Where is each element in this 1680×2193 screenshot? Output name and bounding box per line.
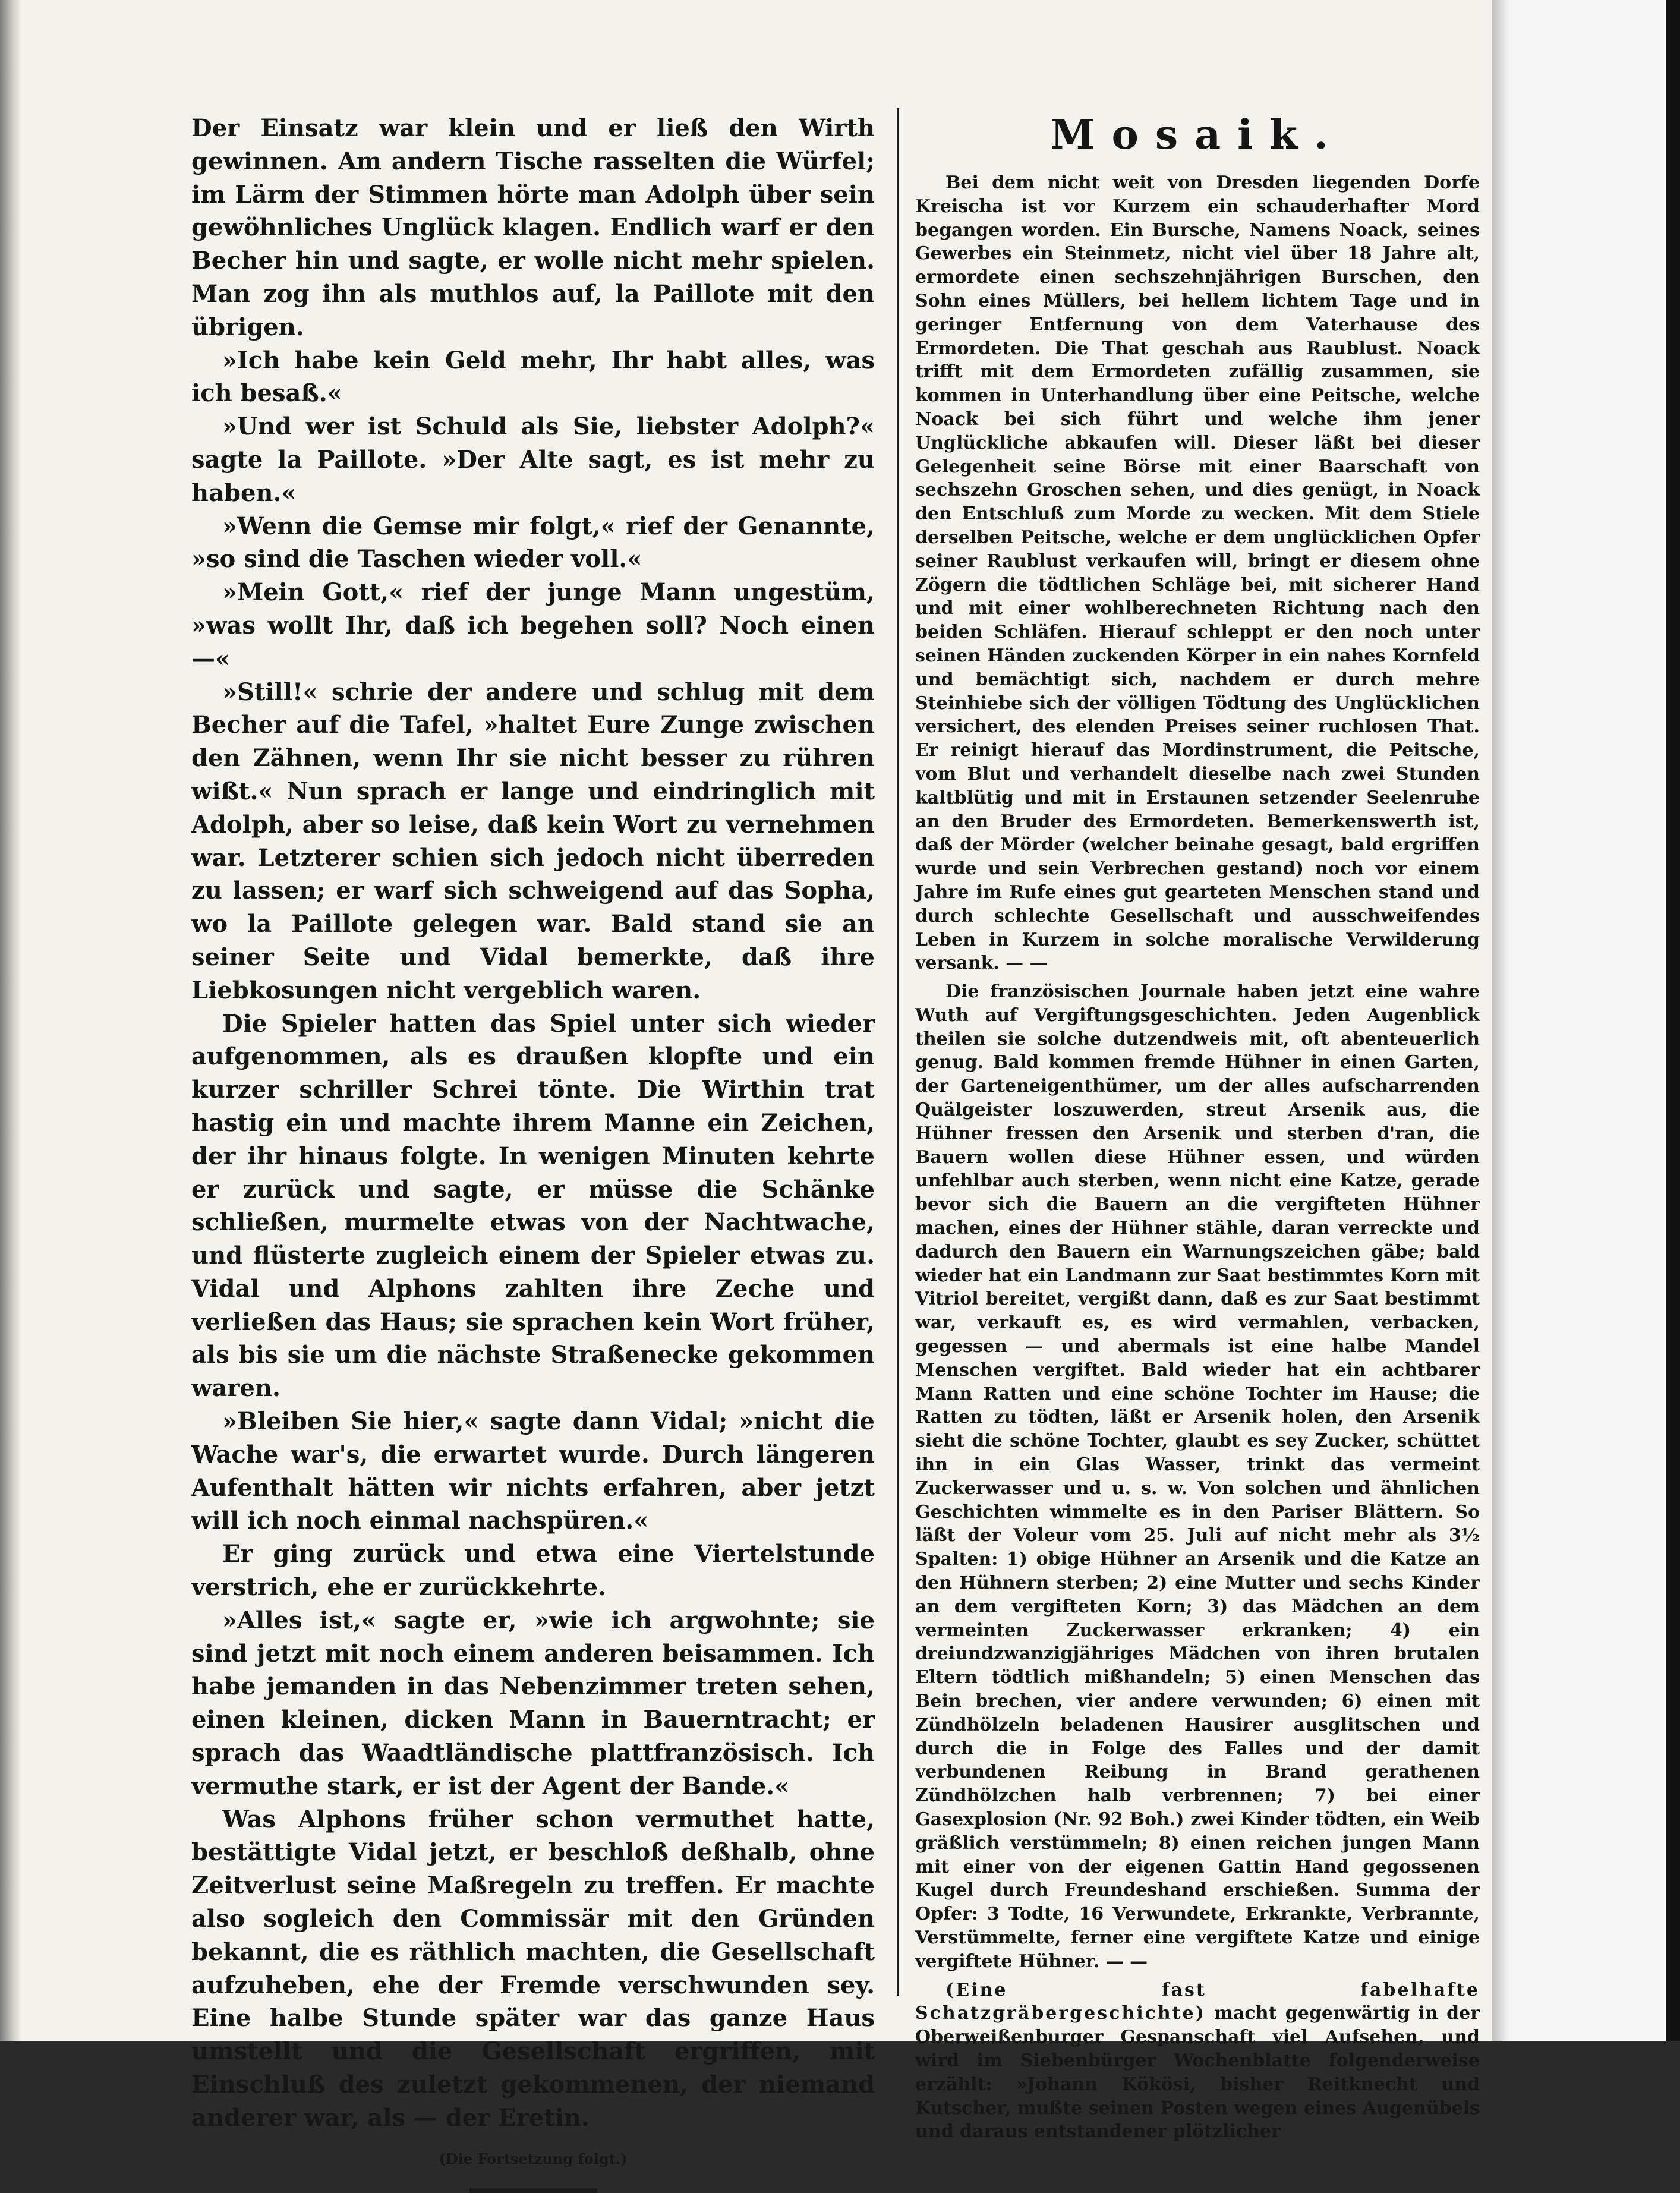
right-column — [915, 113, 1480, 2144]
column-divider — [897, 108, 899, 1996]
section-heading: Mosaik. — [1050, 111, 1345, 159]
article-paragraph: Die französischen Journale haben jetzt eine wahre Wuth auf Vergiftungsgeschichten. Jeden Augenblick theilen sie solche dutzendweis mit, oft abenteuerlich genug. Bald kommen fremde Hühner in einen Garten, der Garteneigenthümer, um der alles aufscharrenden Quälgeister loszuwerden, streut Arsenik aus, die Hühner fressen den Arsenik und sterben d'ran, die Bauern wollen diese Hühner essen, und würden unfehlbar auch sterben, wenn nicht eine Katze, gerade bevor sich die Bauern an die vergifteten Hühner machen, eines der Hühner stähle, daran verreckte und dadurch den Bauern ein Warnungszeichen gäbe; bald wieder hat ein Landmann zur Saat bestimmtes Korn mit Vitriol bereitet, vergißt dann, daß es zur Saat bestimmt war, verkauft es, es wird vermahlen, verbacken, gegessen — und abermals ist eine halbe Mandel Menschen vergiftet. Bald wieder hat ein achtbarer Mann Ratten und eine schöne Tochter im Hause; die Ratten zu tödten, läßt er Arsenik holen, den Arsenik sieht die schöne Tochter, glaubt es sey Zucker, schüttet ihn in ein Glas Wasser, trinkt das vermeint Zuckerwasser und u. s. w. Von solchen und ähnlichen Geschichten wimmelte es in den Pariser Blättern. So läßt der Voleur vom 25. Juli auf nicht mehr als 3½ Spalten: 1) obige Hühner an Arsenik und die Katze an den Hühnern sterben; 2) eine Mutter und sechs Kinder an dem vergifteten Korn; 3) das Mädchen an dem vermeinten Zuckerwasser erkranken; 4) ein dreiundzwanzigjähriges Mädchen von ihren brutalen Eltern tödtlich mißhandeln; 5) einen Menschen das Bein brechen, vier andere verwunden; 6) einen mit Zündhölzeln beladenen Hausirer ausglitschen und durch die in Folge des Falles und der damit verbundenen Reibung in Brand gerathenen Zündhölzchen halb verbrennen; 7) bei einer Gasexplosion (Nr. 92 Boh.) zwei Kinder tödten, ein Weib gräßlich verstümmeln; 8) einen reichen jungen Mann mit einer von der eigenen Gattin Hand gegossenen Kugel durch Freundeshand erschießen. Summa der Opfer: 3 Todte, 16 Verwundete, Erkrankte, Verbrannte, Verstümmelte, ferner eine vergiftete Katze und einige vergiftete Hühner. — — — [915, 981, 1480, 1972]
article-paragraph — [915, 1978, 1480, 2144]
article-paragraph: Bei dem nicht weit von Dresden liegenden Dorfe Kreischa ist vor Kurzem ein schauderhafter Mord begangen worden. Ein Bursche, Namens Noack, seines Gewerbes ein Steinmetz, nicht viel über 18 Jahre alt, ermordete einen sechszehnjährigen Burschen, den Sohn eines Müllers, bei hellem lichtem Tage und in geringer Entfernung von dem Vaterhause des Ermordeten. Die That geschah aus Raublust. Noack trifft mit dem Ermordeten zufällig zusammen, sie kommen in Unterhandlung über eine Peitsche, welche Noack bei sich führt und welche ihm jener Unglückliche abkaufen will. Dieser läßt bei dieser Gelegenheit seine Börse mit einer Baarschaft von sechszehn Groschen sehen, und dies genügt, in Noack den Entschluß zum Morde zu wecken. Mit dem Stiele derselben Peitsche, welche er dem unglücklichen Opfer seiner Raublust verkaufen will, bringt er diesem ohne Zögern die tödtlichen Schläge bei, mit sicherer Hand und mit einer wohlberechneten Richtung nach den beiden Schläfen. Hierauf schleppt er den noch unter seinen Händen zuckenden Körper in ein nahes Kornfeld und bemächtigt sich, nachdem er durch mehre Steinhiebe sich der völligen Tödtung des Unglücklichen versichert, des elenden Preises seiner ruchlosen That. Er reinigt hierauf das Mordinstrument, die Peitsche, vom Blut und verhandelt dieselbe nach zwei Stunden kaltblütig und mit in Erstaunen setzender Seelenruhe an den Bruder des Ermordeten. Bemerkenswerth ist, daß der Mörder (welcher beinahe gesagt, bald ergriffen wurde und sein Verbrechen gestand) noch vor einem Jahre im Rufe eines gut gearteten Menschen stand und durch schlechte Gesellschaft und ausschweifendes Leben in Kurzem in solche moralische Verwilderung versank. — — — [915, 172, 1480, 974]
paragraph: Der Einsatz war klein und er ließ den Wirth gewinnen. Am andern Tische rasselten die Würfel; im Lärm der Stimmen hörte man Adolph über sein gewöhnliches Unglück klagen. Endlich warf er den Becher hin und sagte, er wolle nicht mehr spielen. Man zog ihn als muthlos auf, la Paillote mit den übrigen. — [191, 114, 875, 341]
margin-shadow — [1492, 0, 1509, 2041]
paragraph: Was Alphons früher schon vermuthet hatte, bestättigte Vidal jetzt, er beschloß deßhalb, ohne Zeitverlust seine Maßregeln zu treffen. Er machte also sogleich den Commissär mit den Gründen bekannt, die es räthlich machten, die Gesellschaft aufzuheben, ehe der Fremde verschwunden sey. Eine halbe Stunde später war das ganze Haus umstellt und die Gesellschaft ergriffen, mit Einschluß des zuletzt gekommenen, der niemand anderer war, als — der Eretin. — [191, 1805, 875, 2132]
paragraph: »Still!« schrie der andere und schlug mit dem Becher auf die Tafel, »haltet Eure Zunge zwischen den Zähnen, wenn Ihr sie nicht besser zu rühren wißt.« Nun sprach er lange und eindringlich mit Adolph, aber so leise, daß kein Wort zu vernehmen war. Letzterer schien sich jedoch nicht überreden zu lassen; er warf sich schweigend auf das Sopha, wo la Paillote gelegen war. Bald stand sie an seiner Seite und Vidal bemerkte, daß ihre Liebkosungen nicht vergeblich waren. — [191, 678, 875, 1004]
scan-edge — [1666, 0, 1680, 2041]
continuation-note: (Die Fortsetzung folgt.) — [439, 2150, 628, 2167]
paragraph: »Mein Gott,« rief der junge Mann ungestüm, »was wollt Ihr, daß ich begehen soll? Noch einen —« — [191, 578, 875, 673]
paragraph: »Bleiben Sie hier,« sagte dann Vidal; »nicht die Wache war's, die erwartet wurde. Durch längeren Aufenthalt hätten wir nichts erfahren, aber jetzt will ich noch einmal nachspüren.« — [191, 1407, 875, 1535]
article-lead: (Eine fast fabelhafte Schatzgräbergeschichte) — [915, 1979, 1480, 2024]
paragraph: »Wenn die Gemse mir folgt,« rief der Genannte, »so sind die Taschen wieder voll.« — [191, 512, 875, 574]
paragraph: »Ich habe kein Geld mehr, Ihr habt alles, was ich besaß.« — [191, 346, 875, 408]
end-rule — [469, 2188, 597, 2193]
paragraph: »Alles ist,« sagte er, »wie ich argwohnte; sie sind jetzt mit noch einem anderen beisammen. Ich habe jemanden in das Nebenzimmer treten sehen, einen kleinen, dicken Mann in Bauerntracht; er sprach das Waadtländische plattfranzösisch. Ich vermuthe stark, er ist der Agent der Bande.« — [191, 1606, 875, 1800]
paragraph: Er ging zurück und etwa eine Viertelstunde verstrich, ehe er zurückkehrte. — [191, 1540, 875, 1602]
scan-margin — [1492, 0, 1680, 2041]
article-text: macht gegenwärtig in der Oberweißenburger Gespanschaft viel Aufsehen, und wird im Siebenbürger Wochenblatte folgenderweise erzählt: »Johann Kökösi, bisher Reitknecht und Kutscher, mußte seinen Posten wegen eines Augenübels und daraus entstandener plötzlicher — [915, 2003, 1480, 2142]
left-column — [191, 112, 875, 2193]
paragraph: »Und wer ist Schuld als Sie, liebster Adolph?« sagte la Paillote. »Der Alte sagt, es ist mehr zu haben.« — [191, 412, 875, 507]
paragraph: Die Spieler hatten das Spiel unter sich wieder aufgenommen, als es draußen klopfte und ein kurzer schriller Schrei tönte. Die Wirthin trat hastig ein und machte ihrem Manne ein Zeichen, der ihr hinaus folgte. In wenigen Minuten kehrte er zurück und sagte, er müsse die Schänke schließen, murmelte etwas von der Nachtwache, und flüsterte zugleich einem der Spieler etwas zu. Vidal und Alphons zahlten ihre Zeche und verließen das Haus; sie sprachen kein Wort früher, als bis sie um die nächste Straßenecke gekommen waren. — [191, 1009, 875, 1403]
